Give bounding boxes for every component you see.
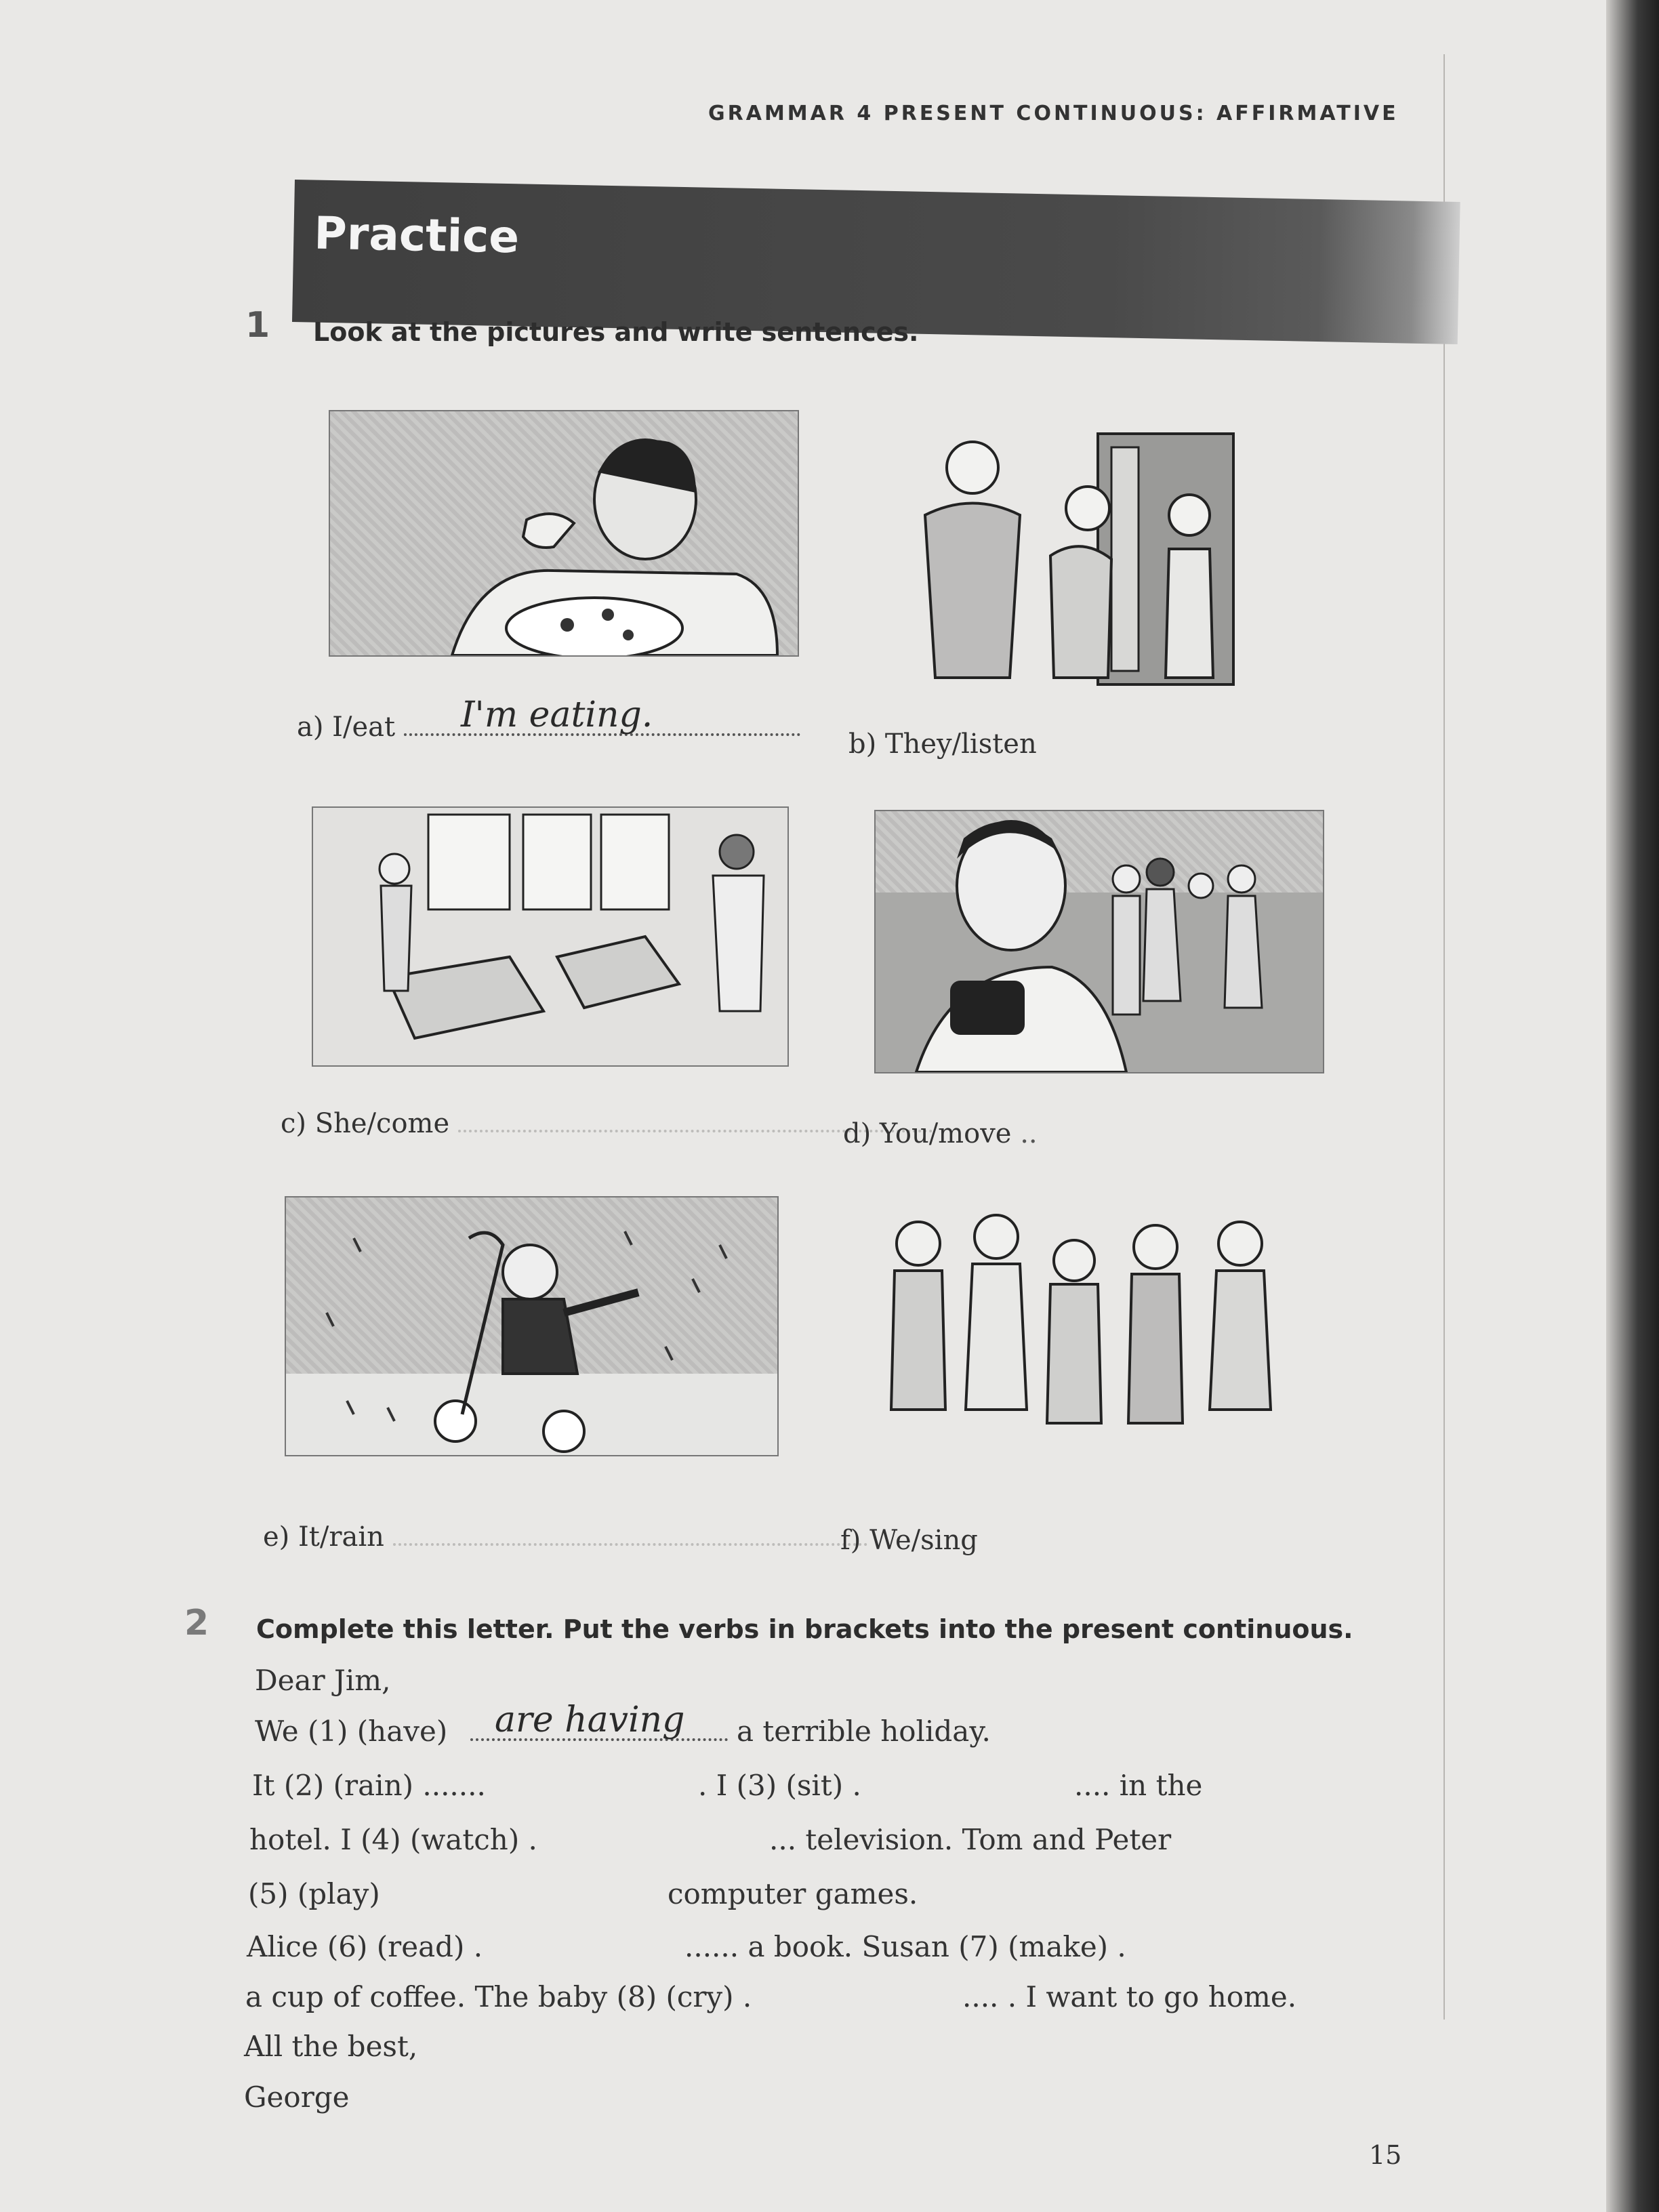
exercise-1-item-f — [840, 1525, 978, 1556]
exercise-2-number: 2 — [184, 1603, 209, 1643]
item-b-prompt: b) They/listen — [848, 729, 1037, 760]
item-c-prompt: c) She/come — [281, 1108, 450, 1139]
letter-line-1-prompt: We (1) (have) — [255, 1715, 448, 1748]
exercise-1-item-c — [281, 1108, 933, 1139]
letter-line-5a: Alice (6) (read) . — [247, 1930, 483, 1963]
page-shadow-edge — [1606, 0, 1659, 2212]
item-d-prompt: d) You/move — [843, 1118, 1012, 1149]
letter-line-2a: It (2) (rain) ....... — [252, 1769, 486, 1802]
letter-line-2b: . I (3) (sit) . — [698, 1769, 861, 1802]
picture-b-listening-at-door — [878, 427, 1237, 688]
exercise-1-item-d: d) You/move .. — [843, 1118, 1038, 1149]
blank-1-handwritten-answer: are having — [495, 1700, 685, 1740]
picture-f-girls-singing — [864, 1206, 1305, 1474]
chapter-header: GRAMMAR 4 PRESENT CONTINUOUS: AFFIRMATIVE — [708, 102, 1399, 125]
page-number: 15 — [1369, 2140, 1402, 2170]
section-title: Practice — [313, 207, 520, 264]
letter-line-2c: .... in the — [1074, 1769, 1203, 1802]
item-a-handwritten-answer: I'm eating. — [461, 695, 653, 735]
picture-d-man-with-camera — [874, 810, 1324, 1073]
exercise-1-number: 1 — [245, 305, 270, 346]
letter-line-4a: (5) (play) — [248, 1877, 380, 1910]
letter-closing: All the best, — [244, 2030, 418, 2063]
letter-line-4b: computer games. — [668, 1877, 918, 1910]
letter-line-1-rest: a terrible holiday. — [736, 1715, 991, 1748]
letter-line-6a: a cup of coffee. The baby (8) (cry) . — [245, 1980, 752, 2013]
exercise-1-item-b — [848, 729, 1037, 760]
exercise-1-item-e — [263, 1521, 867, 1553]
letter-line-6b: .... . I want to go home. — [962, 1980, 1297, 2013]
picture-a-man-eating — [329, 410, 799, 657]
item-e-prompt: e) It/rain — [263, 1521, 384, 1553]
picture-c-classroom — [312, 806, 789, 1067]
item-f-prompt: f) We/sing — [840, 1525, 978, 1556]
page-frame-line — [1443, 54, 1445, 2020]
item-a-prompt: a) I/eat — [297, 712, 396, 743]
exercise-1-instruction: Look at the pictures and write sentences. — [313, 317, 919, 347]
letter-greeting: Dear Jim, — [255, 1664, 391, 1697]
exercise-2-instruction: Complete this letter. Put the verbs in brackets into the present continuous. — [256, 1614, 1353, 1644]
letter-line-3a: hotel. I (4) (watch) . — [249, 1823, 537, 1856]
picture-e-rain-stroller — [285, 1196, 779, 1456]
letter-signature: George — [244, 2081, 350, 2114]
letter-line-5b: ...... a book. Susan (7) (make) . — [684, 1930, 1126, 1963]
item-e-answer-line[interactable] — [393, 1523, 867, 1546]
letter-line-3b: ... television. Tom and Peter — [769, 1823, 1172, 1856]
